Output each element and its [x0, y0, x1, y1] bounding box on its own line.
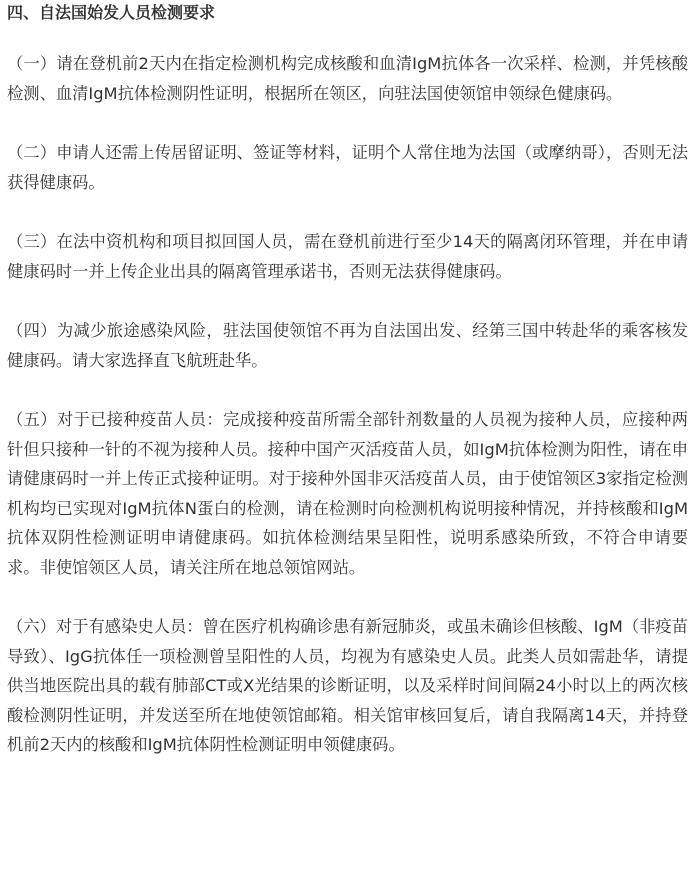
paragraph-5: （五）对于已接种疫苗人员：完成接种疫苗所需全部针剂数量的人员视为接种人员，应接种两针但只接种一针的不视为接种人员。接种中国产灭活疫苗人员，如IgM抗体检测为阳性，请在申请健康码时一并上传正式接种证明。对于接种外国非灭活疫苗人员，由于使馆领区3家指定检测机构均已实现对IgM抗体N蛋白的检测，请在检测时向检测机构说明接种情况，并持核酸和IgM抗体双阴性检测证明申请健康码。如抗体检测结果呈阳性，说明系感染所致，不符合申请要求。非使馆领区人员，请关注所在地总领馆网站。 [7, 410, 688, 577]
section-title: 四、自法国始发人员检测要求 [7, 3, 216, 22]
paragraph-6: （六）对于有感染史人员：曾在医疗机构确诊患有新冠肺炎，或虽未确诊但核酸、IgM（非疫苗导致）、IgG抗体任一项检测曾呈阳性的人员，均视为有感染史人员。此类人员如需赴华，请提供当地医院出具的载有肺部CT或X光结果的诊断证明，以及采样时间间隔24小时以上的两次核酸检测阴性证明，并发送至所在地使领馆邮箱。相关馆审核回复后，请自我隔离14天，并持登机前2天内的核酸和IgM抗体阴性检测证明申领健康码。 [7, 617, 688, 754]
paragraph-3: （三）在法中资机构和项目拟回国人员，需在登机前进行至少14天的隔离闭环管理，并在申请健康码时一并上传企业出具的隔离管理承诺书，否则无法获得健康码。 [7, 232, 688, 281]
paragraph-4: （四）为减少旅途感染风险，驻法国使领馆不再为自法国出发、经第三国中转赴华的乘客核发健康码。请大家选择直飞航班赴华。 [7, 321, 688, 370]
paragraph-2: （二）申请人还需上传居留证明、签证等材料，证明个人常住地为法国（或摩纳哥），否则无法获得健康码。 [7, 143, 688, 192]
paragraph-1: （一）请在登机前2天内在指定检测机构完成核酸和血清IgM抗体各一次采样、检测，并凭核酸检测、血清IgM抗体检测阴性证明，根据所在领区，向驻法国使领馆申领绿色健康码。 [7, 54, 688, 103]
